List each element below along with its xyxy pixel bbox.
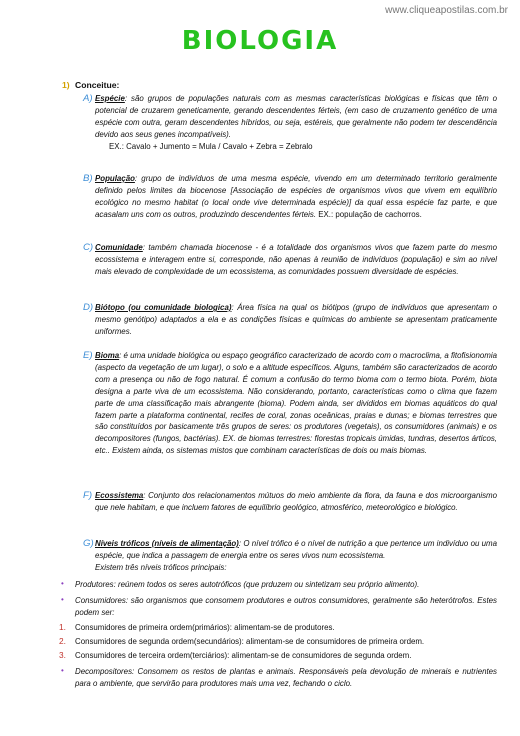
item-letter: C) (83, 242, 94, 253)
item-letter: F) (83, 490, 93, 501)
item-text (95, 538, 497, 562)
item-text (95, 350, 497, 457)
item-body: : Área física na qual os biótipos (grupo de indivíduos que apresentam o mesmo genótipo) adaptados a ela e as condições físicas e químicas do ambiente se apresentam praticamente uniformes. (95, 303, 497, 336)
list-item-comunidade (83, 242, 497, 278)
item-text (95, 490, 497, 514)
item-term: Biótopo (ou comunidade biologica) (95, 303, 232, 312)
item-body: : O nível trófico é o nível de nutrição a que pertence um indivíduo ou uma espécie, que indica a passagem de energia entre os seres vivos num ecossistema. (95, 539, 497, 560)
item-term: Ecossistema (95, 491, 144, 500)
watermark: www.cliqueapostilas.com.br (385, 5, 508, 16)
list-item-ecossistema (83, 490, 497, 514)
item-term: Bioma (95, 351, 120, 360)
item-body: : são grupos de populações naturais com as mesmas características biológicas e físicas que têm o potencial de cruzarem geneticamente, gerando descendentes férteis, (em caso de cruzamento genético de uma espécie com outra, geram descendentes híbridos, ou seja, estéreis, que geralmente não podem ter descendência devido aos seus genes incompatíveis). (95, 94, 497, 139)
item-letter: D) (83, 302, 94, 313)
item-body: : Conjunto dos relacionamentos mútuos do meio ambiente da flora, da fauna e dos microorganismo que nele habitam, e que incluem fatores de equilíbrio geológico, atmosférico, meteorológico e biológico. (95, 491, 497, 512)
bullet-marker: 1. (59, 622, 66, 632)
item-body: : grupo de indivíduos de uma mesma espécie, vivendo em um determinado territorio geralmente definido pelos limites da biocenose [Associação de espécies de organismos vivos que vivem em equilíbrio ecológico no mesmo habitat (o local onde vive determinada espécie)] da qual essa espécie faz parte, e que acasalam uns com os outros, produzindo descendentes férteis. (95, 174, 497, 219)
list-item-especie (83, 93, 511, 153)
item-letter: G) (83, 538, 94, 549)
bullet-consumidores-secundarios (59, 636, 497, 648)
item-example: EX.: Cavalo + Jumento = Mula / Cavalo + Zebra = Zebralo (109, 141, 313, 151)
item-letter: A) (83, 93, 93, 104)
bullet-produtores (61, 579, 497, 591)
item-extra: Existem três níveis tróficos principais: (95, 562, 227, 572)
item-text (95, 242, 497, 278)
bullet-text: Consumidores de segunda ordem(secundários): alimentam-se de consumidores de primeira ordem. (75, 637, 425, 646)
page-title: BIOLOGIA (181, 26, 339, 56)
bullet-marker: • (61, 579, 64, 588)
section-number: 1) (62, 80, 70, 90)
bullet-text: Consumidores: são organismos que consomem produtores e outros consumidores, geralmente são heterótrofos. Estes podem ser: (75, 596, 497, 617)
item-term: Espécie (95, 94, 125, 103)
item-example: EX.: população de cachorros. (318, 209, 422, 219)
bullet-consumidores (61, 595, 497, 619)
section-title: Conceitue: (75, 80, 120, 90)
bullet-text: Decompositores: Consomem os restos de plantas e animais. Responsáveis pela devolução de minerais e nutrientes para o ambiente, que servirão para produtores mais uma vez, fechando o ciclo. (75, 667, 497, 688)
item-term: Comunidade (95, 243, 143, 252)
bullet-marker: • (61, 595, 64, 604)
item-body: : também chamada biocenose - é a totalidade dos organismos vivos que fazem parte do mesmo ecossistema e interagem entre si, corresponde, não apenas à reunião de indivíduos (população) e sim ao nível mais elevado de complexidade de um ecossistema, as comunidades possuem diversidade de espécies. (95, 243, 497, 276)
item-text (95, 93, 497, 141)
bullet-marker: • (61, 666, 64, 675)
list-item-populacao (83, 173, 497, 221)
bullet-text: Consumidores de primeira ordem(primários): alimentam-se de produtores. (75, 623, 335, 632)
item-text (95, 173, 497, 221)
bullet-text: Produtores: reúnem todos os seres autotróficos (que prduzem ou sintetizam seu próprio alimento). (75, 580, 420, 589)
list-item-biotopo (83, 302, 497, 338)
bullet-marker: 3. (59, 650, 66, 660)
item-body: : é uma unidade biológica ou espaço geográfico caracterizado de acordo com o macroclima, a fitofisionomia (aspecto da vegetação de um lugar), o solo e a altitude específicos. Alguns, também são caracterizados de acordo com a presença ou não de fogo natural. É comum a confusão do termo bioma com o termo biota. Porém, biota designa a parte viva de um ecossistema. Não considerando, portanto, características como o clima que fazem parte de uma classificação mais abrangente (bioma). Podem ainda, ser divididos em biomas aquáticos do qual fazem parte a plataforma continental, recifes de coral, zonas oceânicas, praias e dunas; e biomas terrestres que são constituídos por basicamente três grupos de seres: os produtores (vegetais), os consumidores (animais) e os decompositores (fungos, bactérias). EX. de biomas terrestres: florestas tropicais úmidas, tundras, desertos árticos, etc.. Existem ainda, os sistemas mistos que combinam características de dois ou mais biomas. (95, 351, 497, 456)
list-item-niveis-troficos (83, 538, 497, 574)
item-term: População (95, 174, 135, 183)
item-text (95, 302, 497, 338)
item-letter: B) (83, 173, 93, 184)
list-item-bioma (83, 350, 497, 457)
bullet-consumidores-primarios (59, 622, 497, 634)
item-term: Níveis tróficos (níveis de alimentação) (95, 539, 239, 548)
bullet-marker: 2. (59, 636, 66, 646)
bullet-text: Consumidores de terceira ordem(terciários): alimentam-se de consumidores de segunda ordem. (75, 651, 412, 660)
bullet-decompositores (61, 666, 497, 690)
item-letter: E) (83, 350, 93, 361)
bullet-consumidores-terciarios (59, 650, 497, 662)
